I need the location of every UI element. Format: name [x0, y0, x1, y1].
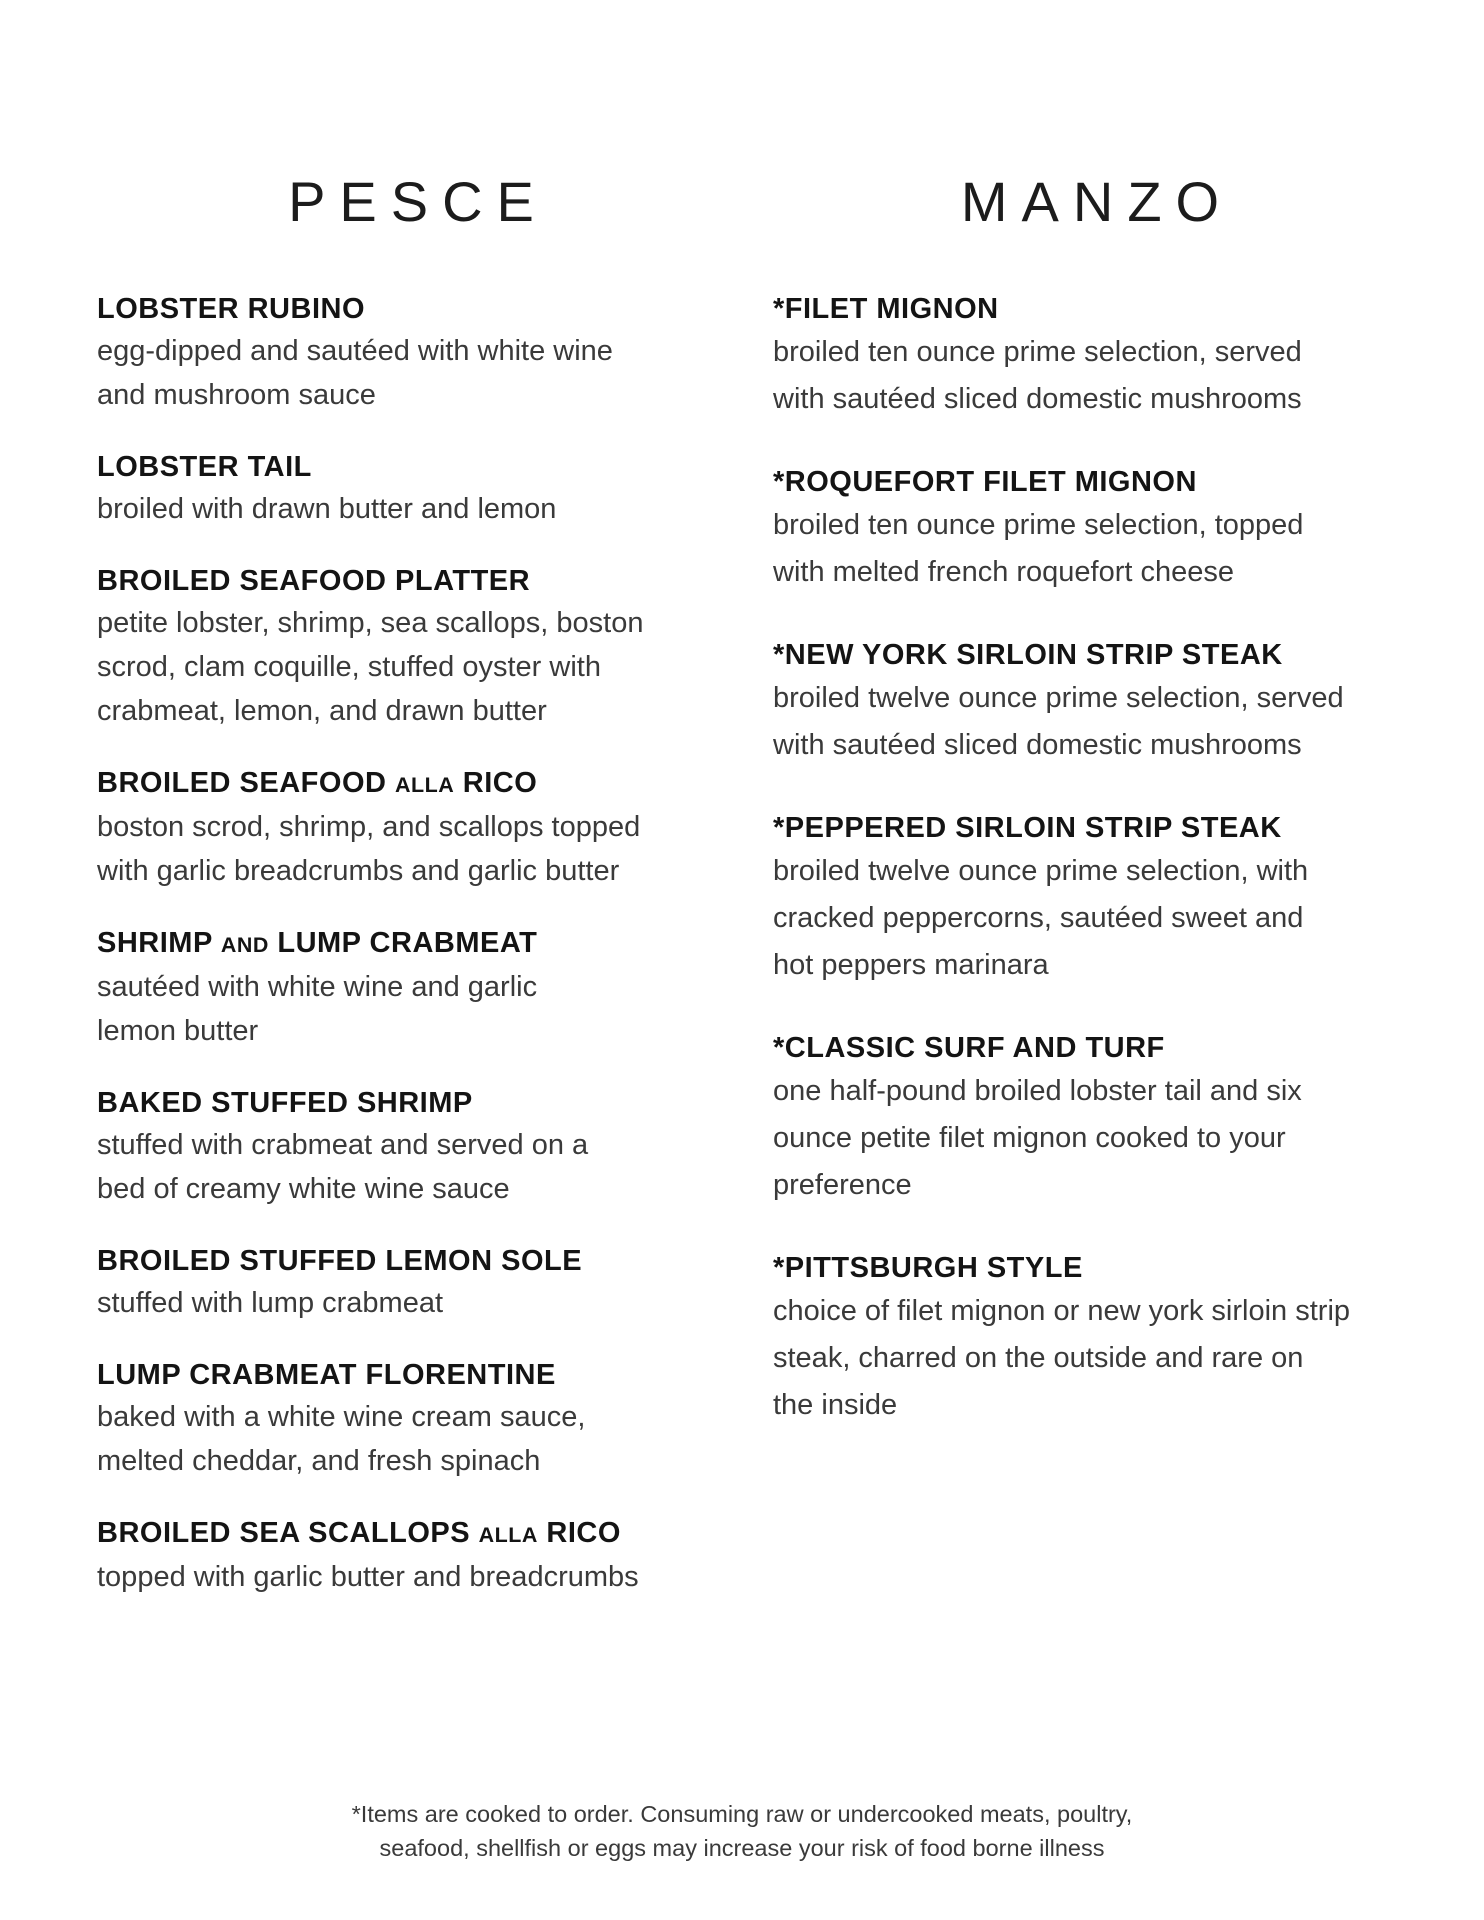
menu-item-desc-line: boston scrod, shrimp, and scallops topped	[97, 811, 641, 843]
footer-disclaimer	[0, 1797, 1484, 1865]
menu-item-name: *NEW YORK SIRLOIN STRIP STEAK	[773, 639, 1283, 671]
menu-item-desc-line: stuffed with lump crabmeat	[97, 1287, 444, 1319]
menu-item-desc-line: broiled twelve ounce prime selection, served	[773, 682, 1344, 714]
menu-item-name	[97, 923, 739, 965]
menu-item-desc-line: choice of filet mignon or new york sirloin strip	[773, 1295, 1351, 1327]
menu-item-desc-line: and mushroom sauce	[97, 379, 376, 411]
menu-item-desc-line: petite lobster, shrimp, sea scallops, boston	[97, 607, 644, 639]
menu-item-name-part-smallcaps: ALLA	[395, 773, 455, 797]
menu-item-name: BROILED STUFFED LEMON SOLE	[97, 1245, 583, 1277]
menu-item-name: LOBSTER TAIL	[97, 451, 312, 483]
menu-item-desc-line: with garlic breadcrumbs and garlic butter	[97, 855, 620, 887]
menu-item-desc-line: steak, charred on the outside and rare on	[773, 1342, 1304, 1374]
menu-item-desc	[97, 1555, 739, 1599]
menu-item-roquefort-filet-mignon	[773, 462, 1421, 596]
menu-item-desc-line: baked with a white wine cream sauce,	[97, 1401, 586, 1433]
menu-item-desc	[97, 1123, 739, 1211]
menu-item-desc-line: scrod, clam coquille, stuffed oyster with	[97, 651, 601, 683]
menu-item-desc-line: egg-dipped and sautéed with white wine	[97, 335, 613, 367]
footer-disclaimer-line: seafood, shellfish or eggs may increase your risk of food borne illness	[379, 1835, 1105, 1861]
menu-item-peppered-sirloin-strip-steak	[773, 808, 1421, 989]
menu-item-broiled-seafood-platter	[97, 561, 739, 733]
menu-item-desc	[97, 805, 739, 893]
menu-item-name	[97, 1513, 739, 1555]
menu-item-broiled-seafood-alla-rico	[97, 763, 739, 893]
menu-item-desc	[97, 965, 739, 1053]
menu-item-pittsburgh-style	[773, 1248, 1421, 1429]
menu-item-name: *PEPPERED SIRLOIN STRIP STEAK	[773, 812, 1282, 844]
menu-item-name: *CLASSIC SURF AND TURF	[773, 1032, 1165, 1064]
menu-item-broiled-stuffed-lemon-sole	[97, 1241, 739, 1325]
menu-item-desc	[97, 329, 739, 417]
section-pesce	[97, 140, 739, 1629]
menu-item-desc-line: cracked peppercorns, sautéed sweet and	[773, 902, 1304, 934]
menu-item-name-part-smallcaps: AND	[220, 933, 269, 957]
menu-item-desc-line: topped with garlic butter and breadcrumbs	[97, 1561, 639, 1593]
menu-item-name: BROILED SEAFOOD PLATTER	[97, 565, 531, 597]
menu-item-desc	[97, 601, 739, 733]
menu-item-name-part: BROILED SEAFOOD	[97, 767, 396, 799]
menu-item-desc-line: with sautéed sliced domestic mushrooms	[773, 383, 1302, 415]
menu-item-lobster-tail	[97, 447, 739, 531]
menu-item-desc	[773, 675, 1421, 769]
menu-item-desc	[97, 487, 739, 531]
menu-item-desc-line: broiled ten ounce prime selection, topped	[773, 509, 1304, 541]
menu-item-desc	[773, 1068, 1421, 1209]
menu-item-name: *ROQUEFORT FILET MIGNON	[773, 466, 1197, 498]
menu-item-name-part: RICO	[454, 767, 538, 799]
menu-item-desc-line: broiled ten ounce prime selection, served	[773, 336, 1302, 368]
menu-item-name-part: SHRIMP	[97, 927, 221, 959]
menu-item-classic-surf-and-turf	[773, 1028, 1421, 1209]
menu-item-lobster-rubino	[97, 289, 739, 417]
menu-item-desc	[97, 1281, 739, 1325]
menu-item-broiled-sea-scallops-alla-rico	[97, 1513, 739, 1599]
menu-item-name-part: LUMP CRABMEAT	[268, 927, 538, 959]
menu-item-filet-mignon	[773, 289, 1421, 423]
menu-item-name	[97, 763, 739, 805]
footer-disclaimer-line: *Items are cooked to order. Consuming raw or undercooked meats, poultry,	[351, 1801, 1133, 1827]
menu-item-name: *PITTSBURGH STYLE	[773, 1252, 1083, 1284]
menu-item-name-part: RICO	[537, 1517, 621, 1549]
menu-item-desc	[773, 848, 1421, 989]
menu-item-name-part-smallcaps: ALLA	[478, 1523, 538, 1547]
menu-item-desc-line: bed of creamy white wine sauce	[97, 1173, 510, 1205]
menu-item-lump-crabmeat-florentine	[97, 1355, 739, 1483]
section-manzo	[773, 140, 1421, 1468]
menu-item-name: LOBSTER RUBINO	[97, 293, 365, 325]
section-title-manzo: MANZO	[960, 170, 1234, 233]
menu-item-desc	[773, 1288, 1421, 1429]
menu-item-desc	[773, 502, 1421, 596]
menu-item-desc-line: the inside	[773, 1389, 898, 1421]
menu-item-desc	[773, 329, 1421, 423]
menu-item-desc-line: hot peppers marinara	[773, 949, 1049, 981]
menu-item-desc-line: with melted french roquefort cheese	[773, 556, 1235, 588]
menu-item-name: *FILET MIGNON	[773, 293, 999, 325]
menu-item-desc-line: sautéed with white wine and garlic	[97, 971, 538, 1003]
menu-item-desc-line: lemon butter	[97, 1015, 259, 1047]
menu-item-desc-line: stuffed with crabmeat and served on a	[97, 1129, 589, 1161]
menu-item-new-york-sirloin-strip-steak	[773, 635, 1421, 769]
menu-item-desc-line: one half-pound broiled lobster tail and six	[773, 1075, 1302, 1107]
menu-item-desc-line: melted cheddar, and fresh spinach	[97, 1445, 541, 1477]
menu-item-name: BAKED STUFFED SHRIMP	[97, 1087, 473, 1119]
menu-item-desc-line: with sautéed sliced domestic mushrooms	[773, 729, 1302, 761]
menu-item-name-part: BROILED SEA SCALLOPS	[97, 1517, 479, 1549]
menu-item-desc-line: broiled with drawn butter and lemon	[97, 493, 557, 525]
menu-item-baked-stuffed-shrimp	[97, 1083, 739, 1211]
menu-item-desc	[97, 1395, 739, 1483]
menu-item-desc-line: preference	[773, 1169, 912, 1201]
menu-item-desc-line: broiled twelve ounce prime selection, with	[773, 855, 1309, 887]
menu-item-name: LUMP CRABMEAT FLORENTINE	[97, 1359, 556, 1391]
menu-item-desc-line: ounce petite filet mignon cooked to your	[773, 1122, 1286, 1154]
section-title-pesce: PESCE	[288, 170, 548, 233]
menu-item-desc-line: crabmeat, lemon, and drawn butter	[97, 695, 547, 727]
menu-item-shrimp-and-lump-crabmeat	[97, 923, 739, 1053]
